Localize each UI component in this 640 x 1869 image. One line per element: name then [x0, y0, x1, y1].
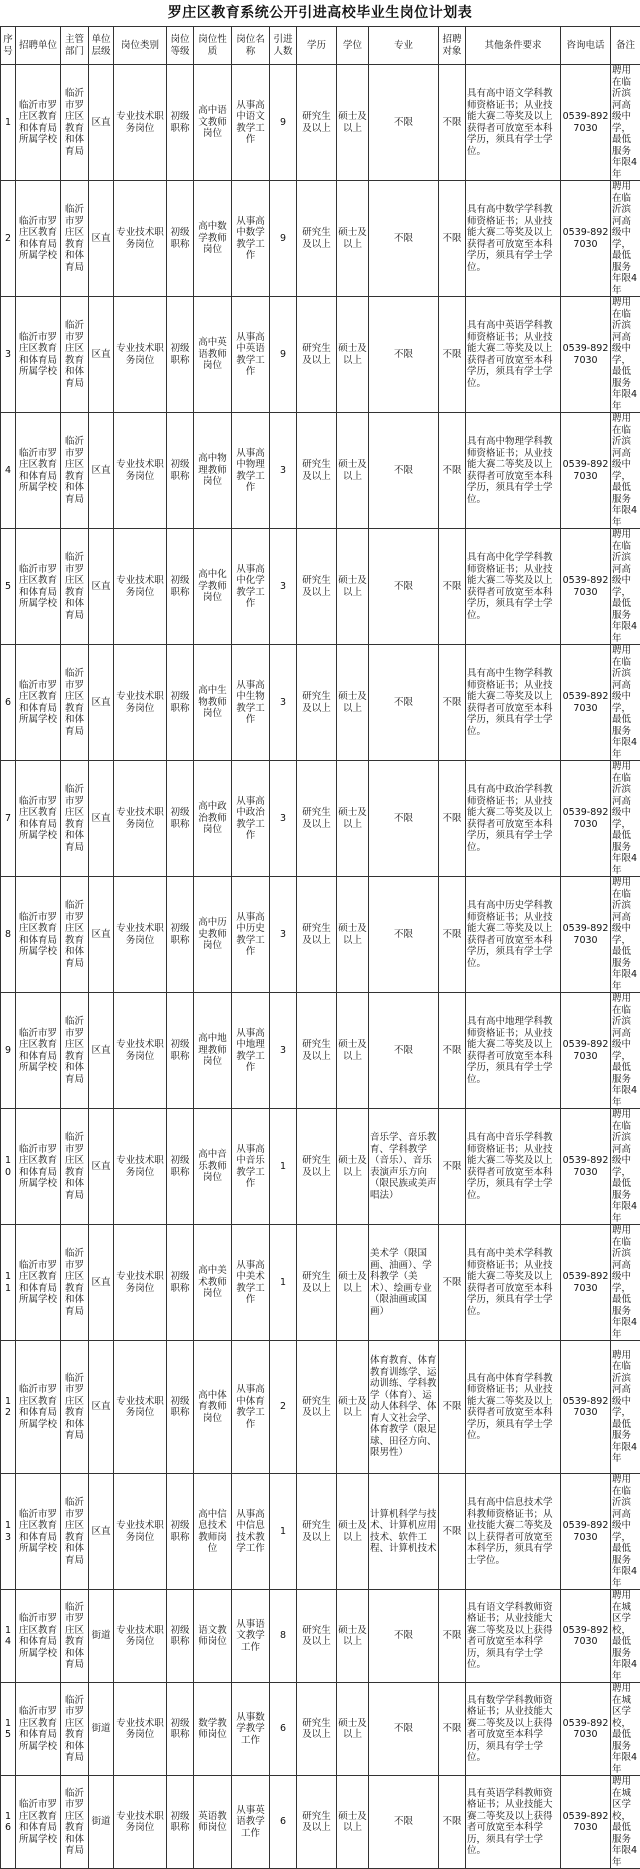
cell-nature: 高中地理教师岗位	[194, 993, 232, 1109]
cell-degree: 硕士及以上	[337, 1776, 369, 1869]
cell-level: 区直	[89, 645, 114, 761]
cell-dept: 临沂市罗庄区教育和体育局	[61, 1590, 89, 1683]
cell-count: 1	[270, 1474, 297, 1590]
cell-dept: 临沂市罗庄区教育和体育局	[61, 877, 89, 993]
header-cell: 其他条件要求	[466, 27, 561, 65]
cell-education: 研究生及以上	[297, 877, 337, 993]
cell-remark: 聘用在临沂滨河高级中学，最低服务年限4年	[611, 761, 640, 877]
cell-education: 研究生及以上	[297, 1776, 337, 1869]
cell-unit: 临沂市罗庄区教育和体育局所属学校	[16, 645, 61, 761]
header-cell: 岗位性质	[194, 27, 232, 65]
cell-count: 3	[270, 529, 297, 645]
cell-level: 区直	[89, 761, 114, 877]
cell-conditions: 具有高中生物学科教师资格证书；从业技能大赛二等奖及以上获得者可放宽至本科学历，须具有学士学位。	[466, 645, 561, 761]
cell-remark: 聘用在临沂滨河高级中学，最低服务年限4年	[611, 1341, 640, 1474]
cell-nature: 语文教师岗位	[194, 1590, 232, 1683]
cell-education: 研究生及以上	[297, 1590, 337, 1683]
cell-major: 美术学（限国画、油画）、学科教学（美术）、绘画专业（限油画或国画）	[369, 1225, 439, 1341]
cell-unit: 临沂市罗庄区教育和体育局所属学校	[16, 1683, 61, 1776]
table-row	[1, 1590, 640, 1683]
cell-count: 9	[270, 65, 297, 181]
table-row	[1, 761, 640, 877]
cell-remark: 聘用在临沂滨河高级中学，最低服务年限4年	[611, 65, 640, 181]
cell-grade: 初级职称	[167, 65, 194, 181]
table-row	[1, 1776, 640, 1869]
cell-seq: 4	[1, 413, 16, 529]
cell-degree: 硕士及以上	[337, 877, 369, 993]
header-cell: 序号	[1, 27, 16, 65]
cell-phone: 0539-8927030	[561, 1109, 611, 1225]
cell-level: 区直	[89, 1474, 114, 1590]
cell-unit: 临沂市罗庄区教育和体育局所属学校	[16, 1590, 61, 1683]
table-row	[1, 65, 640, 181]
cell-degree: 硕士及以上	[337, 529, 369, 645]
cell-dept: 临沂市罗庄区教育和体育局	[61, 1341, 89, 1474]
cell-dept: 临沂市罗庄区教育和体育局	[61, 1474, 89, 1590]
cell-seq: 7	[1, 761, 16, 877]
cell-level: 区直	[89, 181, 114, 297]
cell-seq: 5	[1, 529, 16, 645]
cell-nature: 数学教师岗位	[194, 1683, 232, 1776]
cell-nature: 高中生物教师岗位	[194, 645, 232, 761]
cell-degree: 硕士及以上	[337, 1225, 369, 1341]
cell-grade: 初级职称	[167, 413, 194, 529]
cell-degree: 硕士及以上	[337, 1683, 369, 1776]
cell-target: 不限	[439, 645, 466, 761]
header-cell: 主管部门	[61, 27, 89, 65]
cell-nature: 高中音乐教师岗位	[194, 1109, 232, 1225]
cell-seq: 13	[1, 1474, 16, 1590]
cell-grade: 初级职称	[167, 877, 194, 993]
cell-nature: 英语教师岗位	[194, 1776, 232, 1869]
cell-grade: 初级职称	[167, 1590, 194, 1683]
cell-category: 专业技术职务岗位	[114, 297, 167, 413]
cell-degree: 硕士及以上	[337, 413, 369, 529]
cell-degree: 硕士及以上	[337, 1341, 369, 1474]
cell-position: 从事高中语文教学工作	[232, 65, 270, 181]
header-cell: 岗位名称	[232, 27, 270, 65]
cell-degree: 硕士及以上	[337, 297, 369, 413]
cell-seq: 1	[1, 65, 16, 181]
cell-count: 3	[270, 993, 297, 1109]
cell-unit: 临沂市罗庄区教育和体育局所属学校	[16, 413, 61, 529]
cell-remark: 聘用在城区学校，最低服务年限4年	[611, 1590, 640, 1683]
cell-seq: 14	[1, 1590, 16, 1683]
cell-grade: 初级职称	[167, 529, 194, 645]
cell-position: 从事高中政治教学工作	[232, 761, 270, 877]
table-row	[1, 413, 640, 529]
cell-degree: 硕士及以上	[337, 645, 369, 761]
cell-position: 从事高中生物教学工作	[232, 645, 270, 761]
position-plan-table	[0, 26, 640, 1869]
cell-remark: 聘用在临沂滨河高级中学，最低服务年限4年	[611, 181, 640, 297]
cell-level: 区直	[89, 1225, 114, 1341]
cell-count: 3	[270, 877, 297, 993]
cell-phone: 0539-8927030	[561, 529, 611, 645]
cell-category: 专业技术职务岗位	[114, 1225, 167, 1341]
cell-position: 从事高中美术教学工作	[232, 1225, 270, 1341]
cell-position: 从事高中数学教学工作	[232, 181, 270, 297]
cell-dept: 临沂市罗庄区教育和体育局	[61, 297, 89, 413]
cell-target: 不限	[439, 413, 466, 529]
cell-count: 3	[270, 645, 297, 761]
cell-target: 不限	[439, 761, 466, 877]
cell-seq: 8	[1, 877, 16, 993]
cell-unit: 临沂市罗庄区教育和体育局所属学校	[16, 993, 61, 1109]
cell-seq: 11	[1, 1225, 16, 1341]
cell-major: 不限	[369, 529, 439, 645]
cell-grade: 初级职称	[167, 761, 194, 877]
cell-count: 8	[270, 1590, 297, 1683]
cell-phone: 0539-8927030	[561, 65, 611, 181]
cell-remark: 聘用在临沂滨河高级中学，最低服务年限4年	[611, 1225, 640, 1341]
cell-remark: 聘用在临沂滨河高级中学，最低服务年限4年	[611, 529, 640, 645]
cell-position: 从事高中信息技术教学工作	[232, 1474, 270, 1590]
cell-major: 音乐学、音乐教育、学科教学（音乐）、音乐表演声乐方向（限民族或美声唱法）	[369, 1109, 439, 1225]
header-cell: 专业	[369, 27, 439, 65]
cell-grade: 初级职称	[167, 1109, 194, 1225]
document-title: 罗庄区教育系统公开引进高校毕业生岗位计划表	[0, 0, 640, 26]
cell-position: 从事高中历史教学工作	[232, 877, 270, 993]
cell-degree: 硕士及以上	[337, 181, 369, 297]
cell-major: 不限	[369, 1590, 439, 1683]
header-cell: 招聘对象	[439, 27, 466, 65]
cell-level: 区直	[89, 1341, 114, 1474]
cell-education: 研究生及以上	[297, 1225, 337, 1341]
cell-major: 不限	[369, 65, 439, 181]
cell-conditions: 具有高中音乐学科教师资格证书；从业技能大赛二等奖及以上获得者可放宽至本科学历，须具有学士学位。	[466, 1109, 561, 1225]
cell-target: 不限	[439, 1109, 466, 1225]
cell-major: 不限	[369, 297, 439, 413]
cell-grade: 初级职称	[167, 1341, 194, 1474]
cell-education: 研究生及以上	[297, 181, 337, 297]
header-cell: 学位	[337, 27, 369, 65]
cell-unit: 临沂市罗庄区教育和体育局所属学校	[16, 65, 61, 181]
cell-unit: 临沂市罗庄区教育和体育局所属学校	[16, 1474, 61, 1590]
cell-category: 专业技术职务岗位	[114, 1474, 167, 1590]
cell-grade: 初级职称	[167, 297, 194, 413]
table-row	[1, 1341, 640, 1474]
cell-seq: 15	[1, 1683, 16, 1776]
cell-dept: 临沂市罗庄区教育和体育局	[61, 1776, 89, 1869]
cell-education: 研究生及以上	[297, 297, 337, 413]
cell-position: 从事高中音乐教学工作	[232, 1109, 270, 1225]
cell-major: 不限	[369, 1683, 439, 1776]
cell-nature: 高中信息技术教师岗位	[194, 1474, 232, 1590]
cell-target: 不限	[439, 1341, 466, 1474]
cell-major: 体育教育、体育教育训练学、运动训练、学科教学（体育）、运动人体科学、体育人文社会学、体育教学（限足球、田径方向、限男性）	[369, 1341, 439, 1474]
cell-seq: 6	[1, 645, 16, 761]
header-cell: 单位层级	[89, 27, 114, 65]
cell-dept: 临沂市罗庄区教育和体育局	[61, 761, 89, 877]
cell-category: 专业技术职务岗位	[114, 65, 167, 181]
cell-count: 1	[270, 1109, 297, 1225]
cell-level: 区直	[89, 1109, 114, 1225]
cell-phone: 0539-8927030	[561, 993, 611, 1109]
cell-dept: 临沂市罗庄区教育和体育局	[61, 993, 89, 1109]
header-cell: 备注	[611, 27, 640, 65]
cell-dept: 临沂市罗庄区教育和体育局	[61, 529, 89, 645]
cell-grade: 初级职称	[167, 645, 194, 761]
cell-category: 专业技术职务岗位	[114, 993, 167, 1109]
cell-phone: 0539-8927030	[561, 1341, 611, 1474]
cell-phone: 0539-8927030	[561, 413, 611, 529]
table-row	[1, 1225, 640, 1341]
cell-conditions: 具有高中体育学科教师资格证书；从业技能大赛二等奖及以上获得者可放宽至本科学历，须具有学士学位。	[466, 1341, 561, 1474]
cell-conditions: 具有英语学科教师资格证书；从业技能大赛二等奖及以上获得者可放宽至本科学历，须具有学士学位。	[466, 1776, 561, 1869]
cell-category: 专业技术职务岗位	[114, 645, 167, 761]
cell-category: 专业技术职务岗位	[114, 1776, 167, 1869]
cell-position: 从事高中化学教学工作	[232, 529, 270, 645]
cell-count: 2	[270, 1341, 297, 1474]
cell-nature: 高中体育教师岗位	[194, 1341, 232, 1474]
cell-dept: 临沂市罗庄区教育和体育局	[61, 65, 89, 181]
cell-target: 不限	[439, 1590, 466, 1683]
cell-remark: 聘用在临沂滨河高级中学，最低服务年限4年	[611, 877, 640, 993]
cell-category: 专业技术职务岗位	[114, 1590, 167, 1683]
cell-grade: 初级职称	[167, 1683, 194, 1776]
cell-seq: 16	[1, 1776, 16, 1869]
cell-grade: 初级职称	[167, 1776, 194, 1869]
cell-position: 从事高中地理教学工作	[232, 993, 270, 1109]
cell-conditions: 具有高中政治学科教师资格证书；从业技能大赛二等奖及以上获得者可放宽至本科学历，须具有学士学位。	[466, 761, 561, 877]
cell-seq: 12	[1, 1341, 16, 1474]
cell-nature: 高中美术教师岗位	[194, 1225, 232, 1341]
cell-level: 区直	[89, 65, 114, 181]
table-header-row	[1, 27, 640, 65]
header-cell: 招聘单位	[16, 27, 61, 65]
cell-category: 专业技术职务岗位	[114, 1109, 167, 1225]
cell-unit: 临沂市罗庄区教育和体育局所属学校	[16, 761, 61, 877]
cell-target: 不限	[439, 1225, 466, 1341]
cell-nature: 高中化学教师岗位	[194, 529, 232, 645]
cell-education: 研究生及以上	[297, 993, 337, 1109]
cell-target: 不限	[439, 181, 466, 297]
cell-education: 研究生及以上	[297, 65, 337, 181]
cell-major: 不限	[369, 181, 439, 297]
cell-phone: 0539-8927030	[561, 1474, 611, 1590]
cell-education: 研究生及以上	[297, 413, 337, 529]
cell-position: 从事高中英语教学工作	[232, 297, 270, 413]
cell-conditions: 具有高中物理学科教师资格证书；从业技能大赛二等奖及以上获得者可放宽至本科学历，须具有学士学位。	[466, 413, 561, 529]
cell-seq: 9	[1, 993, 16, 1109]
cell-conditions: 具有数学学科教师资格证书；从业技能大赛二等奖及以上获得者可放宽至本科学历，须具有学士学位。	[466, 1683, 561, 1776]
cell-count: 1	[270, 1225, 297, 1341]
cell-unit: 临沂市罗庄区教育和体育局所属学校	[16, 1225, 61, 1341]
cell-nature: 高中数学教师岗位	[194, 181, 232, 297]
cell-remark: 聘用在城区学校，最低服务年限4年	[611, 1683, 640, 1776]
cell-conditions: 具有高中语文学科教师资格证书；从业技能大赛二等奖及以上获得者可放宽至本科学历，须具有学士学位。	[466, 65, 561, 181]
cell-remark: 聘用在临沂滨河高级中学，最低服务年限4年	[611, 1109, 640, 1225]
cell-degree: 硕士及以上	[337, 1474, 369, 1590]
cell-position: 从事语文教学工作	[232, 1590, 270, 1683]
cell-education: 研究生及以上	[297, 1474, 337, 1590]
table-row	[1, 1683, 640, 1776]
cell-remark: 聘用在城区学校，最低服务年限4年	[611, 1776, 640, 1869]
cell-seq: 3	[1, 297, 16, 413]
cell-category: 专业技术职务岗位	[114, 1341, 167, 1474]
cell-remark: 聘用在临沂滨河高级中学，最低服务年限4年	[611, 1474, 640, 1590]
table-row	[1, 993, 640, 1109]
cell-education: 研究生及以上	[297, 1683, 337, 1776]
cell-major: 不限	[369, 413, 439, 529]
cell-education: 研究生及以上	[297, 645, 337, 761]
cell-conditions: 具有高中数学学科教师资格证书；从业技能大赛二等奖及以上获得者可放宽至本科学历，须具有学士学位。	[466, 181, 561, 297]
cell-position: 从事英语教学工作	[232, 1776, 270, 1869]
cell-position: 从事高中体育教学工作	[232, 1341, 270, 1474]
cell-count: 6	[270, 1776, 297, 1869]
cell-target: 不限	[439, 1683, 466, 1776]
cell-grade: 初级职称	[167, 993, 194, 1109]
header-cell: 学历	[297, 27, 337, 65]
cell-phone: 0539-8927030	[561, 1225, 611, 1341]
cell-level: 区直	[89, 297, 114, 413]
header-cell: 岗位类别	[114, 27, 167, 65]
cell-unit: 临沂市罗庄区教育和体育局所属学校	[16, 181, 61, 297]
cell-target: 不限	[439, 877, 466, 993]
cell-count: 3	[270, 761, 297, 877]
cell-grade: 初级职称	[167, 1474, 194, 1590]
cell-conditions: 具有高中化学学科教师资格证书；从业技能大赛二等奖及以上获得者可放宽至本科学历，须具有学士学位。	[466, 529, 561, 645]
cell-major: 不限	[369, 645, 439, 761]
cell-conditions: 具有高中历史学科教师资格证书；从业技能大赛二等奖及以上获得者可放宽至本科学历，须具有学士学位。	[466, 877, 561, 993]
cell-count: 9	[270, 181, 297, 297]
cell-degree: 硕士及以上	[337, 993, 369, 1109]
cell-unit: 临沂市罗庄区教育和体育局所属学校	[16, 877, 61, 993]
cell-target: 不限	[439, 1474, 466, 1590]
cell-count: 6	[270, 1683, 297, 1776]
cell-phone: 0539-8927030	[561, 645, 611, 761]
cell-dept: 临沂市罗庄区教育和体育局	[61, 1683, 89, 1776]
cell-position: 从事数学教学工作	[232, 1683, 270, 1776]
cell-education: 研究生及以上	[297, 1109, 337, 1225]
cell-phone: 0539-8927030	[561, 181, 611, 297]
cell-unit: 临沂市罗庄区教育和体育局所属学校	[16, 1109, 61, 1225]
cell-remark: 聘用在临沂滨河高级中学，最低服务年限4年	[611, 413, 640, 529]
header-cell: 岗位等级	[167, 27, 194, 65]
cell-degree: 硕士及以上	[337, 1590, 369, 1683]
table-row	[1, 645, 640, 761]
cell-target: 不限	[439, 529, 466, 645]
cell-conditions: 具有高中信息技术学科教师资格证书；从业技能大赛二等奖及以上获得者可放宽至本科学历，须具有学士学位。	[466, 1474, 561, 1590]
cell-conditions: 具有高中美术学科教师资格证书；从业技能大赛二等奖及以上获得者可放宽至本科学历，须具有学士学位。	[466, 1225, 561, 1341]
cell-dept: 临沂市罗庄区教育和体育局	[61, 413, 89, 529]
cell-target: 不限	[439, 65, 466, 181]
cell-dept: 临沂市罗庄区教育和体育局	[61, 645, 89, 761]
cell-level: 街道	[89, 1590, 114, 1683]
cell-level: 街道	[89, 1776, 114, 1869]
cell-nature: 高中语文教师岗位	[194, 65, 232, 181]
cell-major: 不限	[369, 877, 439, 993]
cell-degree: 硕士及以上	[337, 65, 369, 181]
cell-position: 从事高中物理教学工作	[232, 413, 270, 529]
table-body	[1, 65, 640, 1869]
cell-conditions: 具有高中地理学科教师资格证书；从业技能大赛二等奖及以上获得者可放宽至本科学历，须具有学士学位。	[466, 993, 561, 1109]
cell-dept: 临沂市罗庄区教育和体育局	[61, 1109, 89, 1225]
cell-phone: 0539-8927030	[561, 761, 611, 877]
cell-education: 研究生及以上	[297, 529, 337, 645]
cell-degree: 硕士及以上	[337, 761, 369, 877]
cell-category: 专业技术职务岗位	[114, 529, 167, 645]
cell-level: 街道	[89, 1683, 114, 1776]
cell-nature: 高中政治教师岗位	[194, 761, 232, 877]
cell-phone: 0539-8927030	[561, 297, 611, 413]
cell-conditions: 具有语文学科教师资格证书；从业技能大赛二等奖及以上获得者可放宽至本科学历，须具有学士学位。	[466, 1590, 561, 1683]
cell-phone: 0539-8927030	[561, 1590, 611, 1683]
cell-category: 专业技术职务岗位	[114, 413, 167, 529]
cell-phone: 0539-8927030	[561, 877, 611, 993]
table-row	[1, 1474, 640, 1590]
cell-level: 区直	[89, 529, 114, 645]
cell-seq: 10	[1, 1109, 16, 1225]
table-row	[1, 529, 640, 645]
cell-unit: 临沂市罗庄区教育和体育局所属学校	[16, 297, 61, 413]
cell-category: 专业技术职务岗位	[114, 877, 167, 993]
cell-nature: 高中英语教师岗位	[194, 297, 232, 413]
cell-nature: 高中物理教师岗位	[194, 413, 232, 529]
cell-major: 不限	[369, 993, 439, 1109]
cell-seq: 2	[1, 181, 16, 297]
cell-level: 区直	[89, 877, 114, 993]
cell-target: 不限	[439, 1776, 466, 1869]
cell-education: 研究生及以上	[297, 761, 337, 877]
table-row	[1, 877, 640, 993]
cell-phone: 0539-8927030	[561, 1776, 611, 1869]
cell-grade: 初级职称	[167, 1225, 194, 1341]
cell-unit: 临沂市罗庄区教育和体育局所属学校	[16, 1341, 61, 1474]
header-cell: 咨询电话	[561, 27, 611, 65]
header-cell: 引进人数	[270, 27, 297, 65]
table-row	[1, 297, 640, 413]
cell-target: 不限	[439, 297, 466, 413]
table-row	[1, 181, 640, 297]
cell-conditions: 具有高中英语学科教师资格证书；从业技能大赛二等奖及以上获得者可放宽至本科学历，须具有学士学位。	[466, 297, 561, 413]
cell-level: 区直	[89, 993, 114, 1109]
cell-major: 计算机科学与技术、计算机应用技术、软件工程、计算机技术	[369, 1474, 439, 1590]
cell-phone: 0539-8927030	[561, 1683, 611, 1776]
cell-degree: 硕士及以上	[337, 1109, 369, 1225]
cell-unit: 临沂市罗庄区教育和体育局所属学校	[16, 1776, 61, 1869]
cell-category: 专业技术职务岗位	[114, 181, 167, 297]
cell-dept: 临沂市罗庄区教育和体育局	[61, 181, 89, 297]
cell-remark: 聘用在临沂滨河高级中学，最低服务年限4年	[611, 993, 640, 1109]
cell-unit: 临沂市罗庄区教育和体育局所属学校	[16, 529, 61, 645]
cell-nature: 高中历史教师岗位	[194, 877, 232, 993]
cell-category: 专业技术职务岗位	[114, 761, 167, 877]
cell-remark: 聘用在临沂滨河高级中学，最低服务年限4年	[611, 297, 640, 413]
cell-category: 专业技术职务岗位	[114, 1683, 167, 1776]
cell-count: 3	[270, 413, 297, 529]
table-row	[1, 1109, 640, 1225]
cell-dept: 临沂市罗庄区教育和体育局	[61, 1225, 89, 1341]
cell-major: 不限	[369, 761, 439, 877]
cell-education: 研究生及以上	[297, 1341, 337, 1474]
cell-grade: 初级职称	[167, 181, 194, 297]
cell-remark: 聘用在临沂滨河高级中学，最低服务年限4年	[611, 645, 640, 761]
cell-count: 9	[270, 297, 297, 413]
cell-major: 不限	[369, 1776, 439, 1869]
cell-level: 区直	[89, 413, 114, 529]
cell-target: 不限	[439, 993, 466, 1109]
